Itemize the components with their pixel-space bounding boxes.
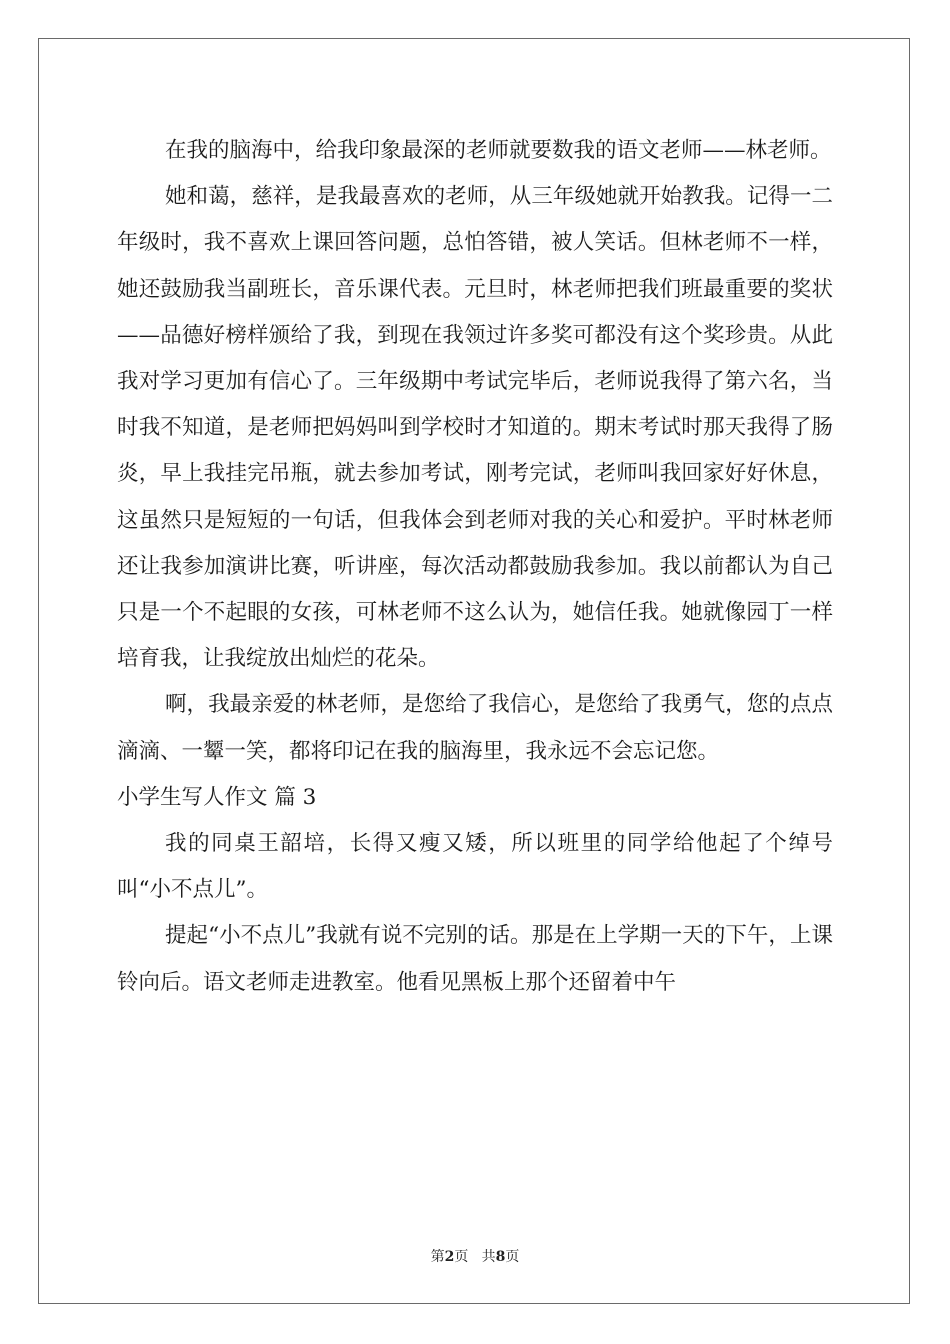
total-prefix: 共	[481, 1249, 496, 1265]
paragraph-1: 在我的脑海中，给我印象最深的老师就要数我的语文老师——林老师。	[165, 138, 832, 163]
paragraph-3: 啊，我最亲爱的林老师，是您给了我信心，是您给了我勇气，您的点点滴滴、一颦一笑，都将印记在我的脑海里，我永远不会忘记您。	[117, 692, 833, 764]
section-heading: 小学生写人作文 篇 3	[117, 784, 317, 810]
paragraph-5: 提起“小不点儿”我就有说不完别的话。那是在上学期一天的下午，上课铃向后。语文老师走进教室。他看见黑板上那个还留着中午	[117, 923, 833, 995]
document-body	[117, 128, 833, 1006]
total-number: 8	[495, 1249, 506, 1265]
paragraph-4: 我的同桌王韶培，长得又瘦又矮，所以班里的同学给他起了个绰号叫“小不点儿”。	[117, 831, 833, 903]
page-prefix: 第	[430, 1249, 445, 1265]
page-number: 2	[444, 1249, 455, 1265]
page-footer	[0, 1246, 950, 1266]
page-suffix: 页	[454, 1249, 469, 1265]
total-suffix: 页	[505, 1249, 520, 1265]
paragraph-2: 她和蔼，慈祥，是我最喜欢的老师，从三年级她就开始教我。记得一二年级时，我不喜欢上课回答问题，总怕答错，被人笑话。但林老师不一样，她还鼓励我当副班长，音乐课代表。元旦时，林老师把我们班最重要的奖状——品德好榜样颁给了我，到现在我领过许多奖可都没有这个奖珍贵。从此我对学习更加有信心了。三年级期中考试完毕后，老师说我得了第六名，当时我不知道，是老师把妈妈叫到学校时才知道的。期末考试时那天我得了肠炎，早上我挂完吊瓶，就去参加考试，刚考完试，老师叫我回家好好休息，这虽然只是短短的一句话，但我体会到老师对我的关心和爱护。平时林老师还让我参加演讲比赛，听讲座，每次活动都鼓励我参加。我以前都认为自己只是一个不起眼的女孩，可林老师不这么认为，她信任我。她就像园丁一样培育我，让我绽放出灿烂的花朵。	[117, 184, 833, 672]
